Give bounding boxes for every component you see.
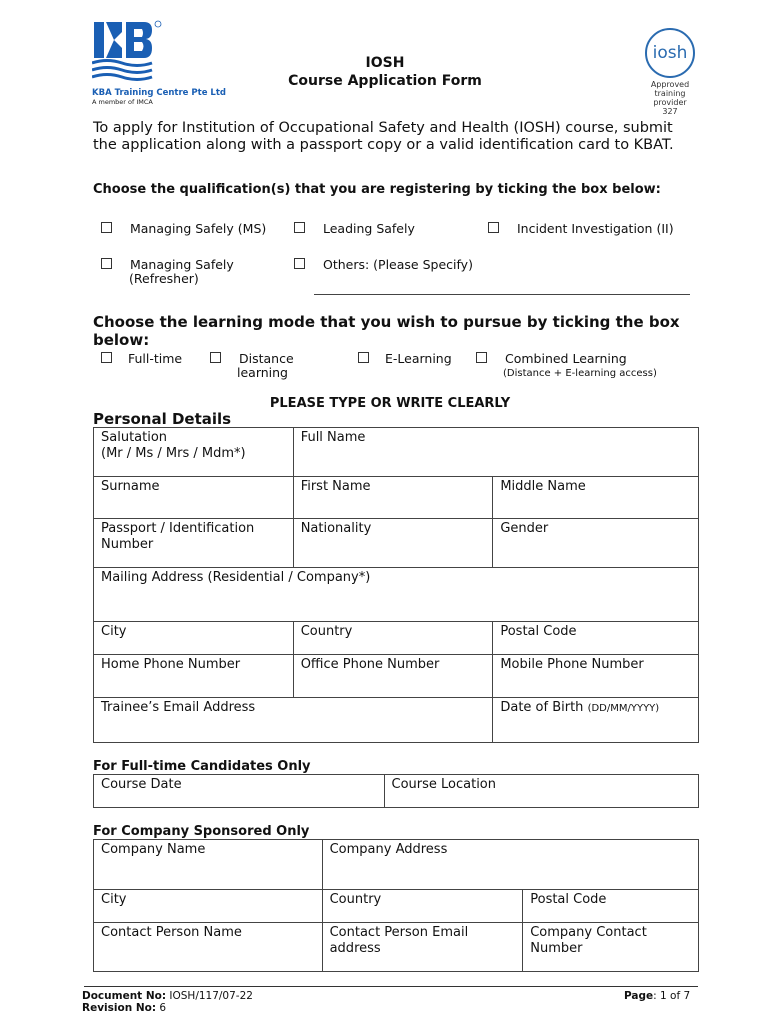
mode-fulltime[interactable] bbox=[101, 352, 182, 366]
iosh-logo-circle bbox=[645, 28, 695, 78]
please-type-notice: PLEASE TYPE OR WRITE CLEARLY bbox=[269, 396, 511, 411]
field-label: address bbox=[329, 941, 381, 956]
fulltime-heading: For Full-time Candidates Only bbox=[93, 759, 311, 774]
mailing-address-cell[interactable] bbox=[94, 568, 699, 622]
company-country-cell[interactable] bbox=[322, 890, 523, 923]
page-value: : 1 of 7 bbox=[653, 990, 691, 1002]
personal-details-heading: Personal Details bbox=[93, 410, 232, 428]
doc-no-label: Document No: bbox=[82, 990, 167, 1002]
checkbox-combined[interactable] bbox=[476, 352, 487, 363]
checkbox-leading-safely[interactable] bbox=[294, 222, 305, 233]
course-date-cell[interactable] bbox=[94, 775, 385, 808]
company-postal-cell[interactable] bbox=[523, 890, 699, 923]
field-label: Office Phone Number bbox=[300, 657, 440, 672]
field-label: (Mr / Ms / Mrs / Mdm*) bbox=[101, 446, 246, 461]
field-label: Country bbox=[300, 624, 353, 639]
mode-elearning[interactable] bbox=[358, 352, 452, 366]
surname-cell[interactable] bbox=[94, 477, 294, 519]
option-ms[interactable] bbox=[101, 222, 266, 236]
option-label: Managing Safely (MS) bbox=[129, 221, 267, 236]
learning-mode-heading: Choose the learning mode that you wish to pursue by ticking the box below: bbox=[93, 313, 680, 349]
contact-name-cell[interactable] bbox=[94, 923, 323, 972]
field-label: Gender bbox=[500, 521, 549, 536]
gender-cell[interactable] bbox=[493, 519, 699, 568]
option-label: Managing Safely bbox=[129, 257, 234, 272]
field-label: Course Date bbox=[101, 777, 182, 792]
postal-code-cell[interactable] bbox=[493, 622, 699, 655]
field-label: City bbox=[101, 624, 127, 639]
form-subtitle: Course Application Form bbox=[288, 73, 482, 89]
option-label: Full-time bbox=[127, 351, 183, 366]
country-cell[interactable] bbox=[293, 622, 493, 655]
option-label: Leading Safely bbox=[322, 221, 415, 236]
checkbox-fulltime[interactable] bbox=[101, 352, 112, 363]
field-label: Contact Person Name bbox=[101, 925, 242, 940]
field-label: Number bbox=[530, 941, 583, 956]
field-label: Course Location bbox=[391, 777, 497, 792]
kba-logo-org: KBA Training Centre Pte Ltd bbox=[92, 88, 226, 98]
page-label: Page bbox=[624, 990, 654, 1002]
option-leading-safely[interactable] bbox=[294, 222, 415, 236]
field-label: Country bbox=[329, 892, 382, 907]
option-label-line2: learning bbox=[237, 365, 288, 380]
checkbox-distance[interactable] bbox=[210, 352, 221, 363]
approved-line: provider bbox=[653, 98, 687, 107]
field-label: Trainee’s Email Address bbox=[101, 700, 256, 715]
footer-document-no bbox=[82, 990, 253, 1014]
field-label: Date of Birth bbox=[500, 700, 584, 715]
company-address-cell[interactable] bbox=[322, 840, 698, 890]
option-label: Combined Learning bbox=[504, 351, 627, 366]
footer-page bbox=[624, 990, 690, 1002]
option-label-line2: (Refresher) bbox=[129, 271, 199, 286]
mobile-phone-cell[interactable] bbox=[493, 655, 699, 698]
field-label: Contact Person Email bbox=[329, 925, 469, 940]
doc-no-value: IOSH/117/07-22 bbox=[169, 990, 253, 1002]
email-cell[interactable] bbox=[94, 698, 493, 743]
field-label: Company Contact bbox=[530, 925, 647, 940]
checkbox-ms[interactable] bbox=[101, 222, 112, 233]
fulltime-table bbox=[93, 774, 699, 808]
option-label: Incident Investigation (II) bbox=[516, 221, 674, 236]
checkbox-incident-investigation[interactable] bbox=[488, 222, 499, 233]
field-label: First Name bbox=[300, 479, 371, 494]
company-heading: For Company Sponsored Only bbox=[93, 824, 310, 839]
option-label: Others: (Please Specify) bbox=[322, 257, 473, 272]
approved-provider bbox=[640, 80, 700, 116]
option-label: Distance bbox=[238, 351, 294, 366]
personal-details-table bbox=[93, 427, 699, 743]
full-name-cell[interactable] bbox=[293, 428, 698, 477]
mode-distance[interactable] bbox=[210, 352, 294, 380]
field-label: Postal Code bbox=[500, 624, 577, 639]
approved-line: 327 bbox=[662, 107, 678, 116]
checkbox-ms-refresher[interactable] bbox=[101, 258, 112, 269]
field-label: Postal Code bbox=[530, 892, 607, 907]
approved-line: training bbox=[654, 89, 686, 98]
option-label: E-Learning bbox=[384, 351, 452, 366]
field-label: Mobile Phone Number bbox=[500, 657, 644, 672]
revision-value: 6 bbox=[159, 1002, 167, 1014]
nationality-cell[interactable] bbox=[293, 519, 493, 568]
office-phone-cell[interactable] bbox=[293, 655, 493, 698]
field-label: Full Name bbox=[300, 430, 366, 445]
others-specify-line[interactable] bbox=[314, 294, 690, 295]
field-label: Mailing Address (Residential / Company*) bbox=[101, 570, 371, 585]
checkbox-elearning[interactable] bbox=[358, 352, 369, 363]
field-label: Company Name bbox=[101, 842, 206, 857]
field-label: City bbox=[101, 892, 127, 907]
passport-cell[interactable] bbox=[94, 519, 294, 568]
form-title: IOSH bbox=[365, 55, 405, 71]
iosh-logo bbox=[640, 28, 700, 116]
dob-cell[interactable] bbox=[493, 698, 699, 743]
qualification-heading: Choose the qualification(s) that you are registering by ticking the box below: bbox=[93, 182, 661, 197]
revision-label: Revision No: bbox=[82, 1002, 157, 1014]
middle-name-cell[interactable] bbox=[493, 477, 699, 519]
salutation-cell[interactable] bbox=[94, 428, 294, 477]
mode-combined[interactable] bbox=[476, 352, 657, 381]
field-label: Nationality bbox=[300, 521, 372, 536]
kba-logo-tagline: A member of IMCA bbox=[92, 98, 153, 106]
iosh-logo-text: iosh bbox=[652, 43, 688, 63]
approved-line: Approved bbox=[650, 80, 690, 89]
field-label: Surname bbox=[101, 479, 160, 494]
footer-divider bbox=[84, 986, 698, 987]
field-label: Company Address bbox=[329, 842, 448, 857]
field-label: Passport / Identification bbox=[101, 521, 255, 536]
first-name-cell[interactable] bbox=[293, 477, 493, 519]
company-table bbox=[93, 839, 699, 972]
option-ms-refresher[interactable] bbox=[101, 258, 234, 286]
company-name-cell[interactable] bbox=[94, 840, 323, 890]
field-label: Number bbox=[101, 537, 154, 552]
field-label: Salutation bbox=[101, 430, 168, 445]
dob-format: (DD/MM/YYYY) bbox=[587, 703, 660, 714]
home-phone-cell[interactable] bbox=[94, 655, 294, 698]
course-location-cell[interactable] bbox=[384, 775, 699, 808]
option-incident-investigation[interactable] bbox=[488, 222, 674, 236]
option-note: (Distance + E-learning access) bbox=[503, 368, 657, 379]
intro-text: To apply for Institution of Occupational Safety and Health (IOSH) course, submit the application along with a passport copy or a valid identification card to KBAT. bbox=[93, 120, 674, 153]
company-city-cell[interactable] bbox=[94, 890, 323, 923]
city-cell[interactable] bbox=[94, 622, 294, 655]
contact-email-cell[interactable] bbox=[322, 923, 523, 972]
contact-number-cell[interactable] bbox=[523, 923, 699, 972]
field-label: Middle Name bbox=[500, 479, 586, 494]
field-label: Home Phone Number bbox=[101, 657, 241, 672]
option-others[interactable] bbox=[294, 258, 473, 272]
checkbox-others[interactable] bbox=[294, 258, 305, 269]
